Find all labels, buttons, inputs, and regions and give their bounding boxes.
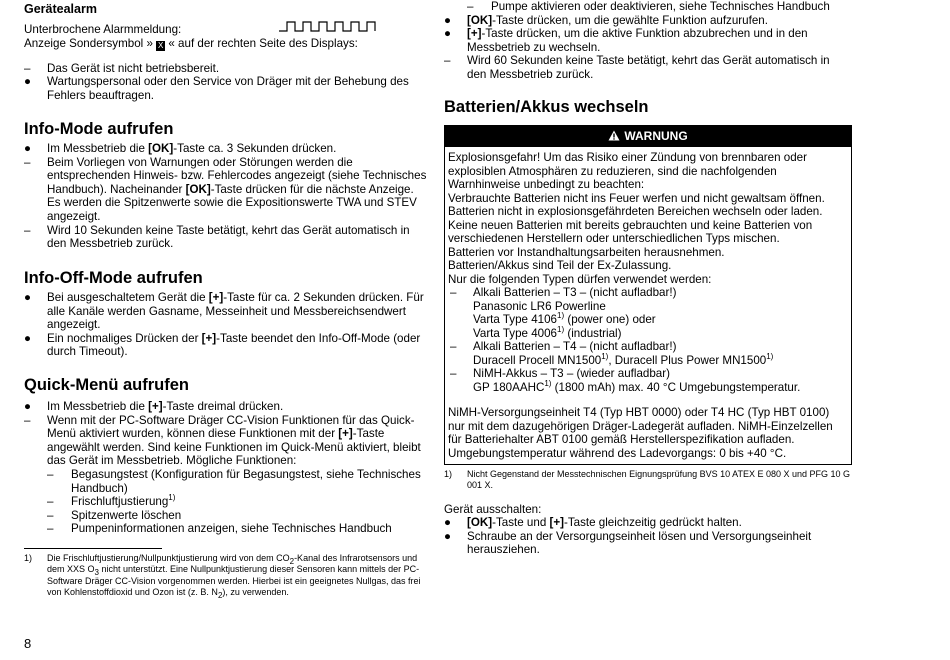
item-text: Pumpeninformationen anzeigen, siehe Technisches Handbuch [71,522,392,536]
footnote-ref: 1) [557,324,565,334]
warning-body [445,147,851,464]
type-text: Duracell Procell MN1500 [473,353,602,367]
item-text: -Taste drücken, um die gewählte Funktion aufzurufen. [492,13,768,27]
battery-type-line [473,378,848,395]
item-text: Ein nochmaliges Drücken der [47,331,202,345]
sub-list-item [24,495,429,509]
warning-triangle-icon [608,130,620,141]
battery-type-line [473,324,848,341]
warning-box [444,125,852,465]
section-batteries [444,97,852,557]
battery-type-line: Panasonic LR6 Powerline [473,299,606,313]
item-text: -Taste für ca. 2 Sekunden drücken. Für alle Kanäle werden Gasname, Messeinheit und Messbereichsendwert angezeigt. [47,291,424,332]
warning-line: Nur die folgenden Typen dürfen verwendet werden: [448,272,712,286]
item-text: -Taste und [492,516,550,530]
ok-key-label: [OK] [467,516,493,530]
dash-marker: – [47,495,54,509]
item-text: -Taste dreimal drücken. [162,400,284,413]
list-item [444,14,852,28]
nimh-paragraph: NiMH-Versorgungseinheit T4 (Typ HBT 0000) oder T4 HC (Typ HBT 0100) nur mit dem dazugehörigen Dräger-Ladegerät aufladen. NiMH-Einzelzellen für Batteriehalter ABT 0100 gemäß Herstellerspezifikation aufladen. Umgebungstemperatur während des Ladevorgangs: 0 bis +40 °C. [448,406,833,460]
item-text: Das Gerät ist nicht betriebsbereit. [47,61,220,75]
dash-marker: – [24,61,31,75]
item-text: -Taste drücken, um die aktive Funktion abzubrechen und in den Messbetrieb zu wechseln. [467,27,808,54]
battery-footnote [444,469,852,492]
bullet-marker: ● [24,142,32,155]
list-item [24,332,429,359]
item-text: Wird 60 Sekunden keine Taste betätigt, kehrt das Gerät automatisch in den Messbetrieb zurück. [467,54,830,81]
info-mode-title: Info-Mode aufrufen [24,120,174,138]
list-item [24,291,429,332]
battery-type-item [448,286,848,340]
item-text: Begasungstest (Konfiguration für Begasungstest, siehe Technisches Handbuch) [71,467,421,495]
footnote-text: ), zu verwenden. [222,586,289,597]
dash-marker: – [450,367,457,380]
item-text: Frischluftjustierung [71,495,169,509]
footnote-marker: 1) [24,553,33,563]
bullet-marker: ● [24,331,32,345]
line2-pre: Anzeige Sondersymbol » [24,36,153,50]
footnote-ref: 1) [168,493,176,503]
geraetealarm-line1: Unterbrochene Alarmmeldung: [24,23,182,36]
list-item [444,27,852,54]
continued-list [444,0,852,82]
footnote-section [24,548,429,598]
footnote-text: -Kanal des Infrarotsensors und dem XXS O [47,553,418,575]
battery-type-line: Alkali Batterien – T3 – (nicht aufladbar!) [473,286,677,299]
section-quick-menu [24,375,429,536]
item-text: Wartungspersonal oder den Service von Dräger mit der Behebung des Fehlers beauftragen. [47,75,409,102]
subscript: 3 [94,568,99,578]
type-text: Varta Type 4106 [473,313,558,326]
plus-key-label: [+] [338,427,353,441]
item-text: -Taste gleichzeitig gedrückt halten. [563,516,742,530]
plus-key-label: [+] [208,291,224,304]
geraetealarm-title: Gerätealarm [24,2,97,16]
dash-marker: – [450,286,457,299]
item-text: -Taste drücken für die nächste Anzeige. Es werden die Spitzenwerte sowie die Expositionswerte TWA und STEV angezeigt. [47,182,417,223]
battery-type-line: Alkali Batterien – T4 – (nicht aufladbar!) [473,340,677,353]
footnote-ref: 1) [557,311,565,321]
list-item [444,54,852,81]
sub-list-item [24,509,429,523]
dash-marker: – [24,413,31,427]
special-symbol-icon: X [157,40,164,50]
dash-marker: – [24,155,31,169]
footnote [24,553,429,598]
type-text: (power one) oder [564,313,656,326]
battery-type-line [473,313,848,327]
footnote-ref: 1) [544,378,552,388]
warning-line: Verbrauchte Batterien nicht ins Feuer werfen und nicht gewaltsam öffnen. [448,191,825,205]
footnote-text: Nicht Gegenstand der Messtechnischen Eignungsprüfung BVS 10 ATEX E 080 X und PFG 10 G 001 X. [467,469,851,491]
item-text: Wird 10 Sekunden keine Taste betätigt, kehrt das Gerät automatisch in den Messbetrieb zurück. [47,223,410,251]
dash-marker: – [47,522,54,536]
item-text: Schraube an der Versorgungseinheit lösen und Versorgungseinheit herausziehen. [467,529,812,557]
ok-key-label: [OK] [467,13,493,27]
footnote-ref: 1) [601,351,609,361]
bullet-marker: ● [24,75,32,89]
item-text: Bei ausgeschaltetem Gerät die [47,291,209,304]
list-item [444,530,852,557]
line2-post: « auf der rechten Seite des Displays: [168,36,358,50]
ok-key-label: [OK] [185,182,211,196]
section-geraetealarm [24,2,429,102]
footnote-marker: 1) [444,469,453,479]
dash-marker: – [24,223,31,237]
footnote-divider [24,548,162,549]
item-text: Spitzenwerte löschen [71,508,182,522]
footnote-ref: 1) [766,351,774,361]
warning-label: WARNUNG [624,129,688,143]
plus-key-label: [+] [549,516,564,530]
item-text: Pumpe aktivieren oder deaktivieren, siehe Technisches Handbuch [491,0,830,13]
plus-key-label: [+] [201,331,217,345]
warning-line: Batterien nicht in explosionsgefährdeten Bereichen wechseln oder laden. [448,205,823,218]
subscript: 2 [217,590,223,600]
page-number: 8 [24,636,32,651]
item-text: -Taste beendet den Info-Off-Mode (oder durch Timeout). [47,331,421,359]
battery-type-line [473,351,848,368]
dash-marker: – [47,467,54,481]
type-text: , Duracell Plus Power MN1500 [608,353,767,367]
bullet-marker: ● [444,529,452,543]
plus-key-label: [+] [467,27,482,41]
warning-line: Batterien vor Instandhaltungsarbeiten herausnehmen. [448,245,725,259]
item-text: Im Messbetrieb die [47,142,149,155]
bullet-marker: ● [444,27,452,41]
bullet-marker: ● [444,13,452,27]
list-item [24,142,429,156]
item-text: Im Messbetrieb die [47,400,149,413]
alarm-waveform-icon [279,20,379,32]
list-item [24,400,429,414]
footnote-text: nicht unterstützt. Eine Nullpunktjustierung dieser Sensoren kann mittels der PC-Software Dräger CC-Vision vorgenommen werden. Hierbei ist ein geeignetes Nullgas, das frei von Kohlenstoffdioxid und Ozon ist (z. B. N [47,564,421,597]
type-text: GP 180AAHC [473,380,545,394]
warning-line: Keine neuen Batterien mit bereits gebrauchten und keine Batterien von verschiedenen Herstellern oder unterschiedlichen Typs mischen. [448,218,813,245]
sub-list-item [24,522,429,536]
geraetealarm-line2 [24,37,429,51]
battery-type-item [448,367,848,394]
plus-key-label: [+] [148,400,163,413]
warning-line: Batterien/Akkus sind Teil der Ex-Zulassung. [448,259,672,272]
dash-marker: – [47,508,54,522]
subscript: 2 [289,556,295,566]
item-text: Wenn mit der PC-Software Dräger CC-Vision Funktionen für das Quick-Menü aktiviert wurden, können diese Funktionen mit der [47,413,415,441]
sub-list-item [24,468,429,495]
dash-marker: – [450,340,457,353]
quick-menu-title: Quick-Menü aufrufen [24,376,190,394]
section-info-mode [24,119,429,251]
list-item [444,516,852,530]
info-off-mode-title: Info-Off-Mode aufrufen [24,269,203,287]
bullet-marker: ● [24,400,32,413]
item-text: Beim Vorliegen von Warnungen oder Störungen werden die entsprechenden Hinweis- bzw. Fehlercodes angezeigt (siehe Technisches Handbuch). Nacheinander [47,155,427,196]
bullet-marker: ● [444,516,452,530]
battery-type-line: NiMH-Akkus – T3 – (wieder aufladbar) [473,367,670,380]
type-text: Varta Type 4006 [473,326,558,340]
sub-list-item [444,0,852,14]
list-item [24,75,429,102]
item-text: -Taste angewählt werden. Sind keine Funktionen im Quick-Menü aktiviert, bleibt das Gerät im Messbetrieb. Mögliche Funktionen: [47,427,421,468]
section-info-off-mode [24,268,429,359]
type-text: (1800 mAh) max. 40 °C Umgebungstemperatur. [551,380,801,394]
bullet-marker: ● [24,291,32,304]
list-item [24,224,429,251]
dash-marker: – [467,0,474,13]
type-text: (industrial) [564,326,622,340]
list-item [24,62,429,76]
warning-line: Explosionsgefahr! Um das Risiko einer Zündung von brennbaren oder explosiblen Atmosphären zu reduzieren, sind die nachfolgenden Warnhinweise unbedingt zu beachten: [448,151,807,191]
warning-header [445,126,851,147]
switch-off-label: Gerät ausschalten: [444,502,542,516]
item-text: -Taste ca. 3 Sekunden drücken. [173,142,337,155]
list-item [24,414,429,468]
footnote-text: Die Frischluftjustierung/Nullpunktjustierung wird von dem CO [47,553,290,563]
batteries-title: Batterien/Akkus wechseln [444,98,649,116]
battery-type-item [448,340,848,367]
list-item [24,156,429,224]
dash-marker: – [444,54,451,68]
ok-key-label: [OK] [148,142,174,155]
